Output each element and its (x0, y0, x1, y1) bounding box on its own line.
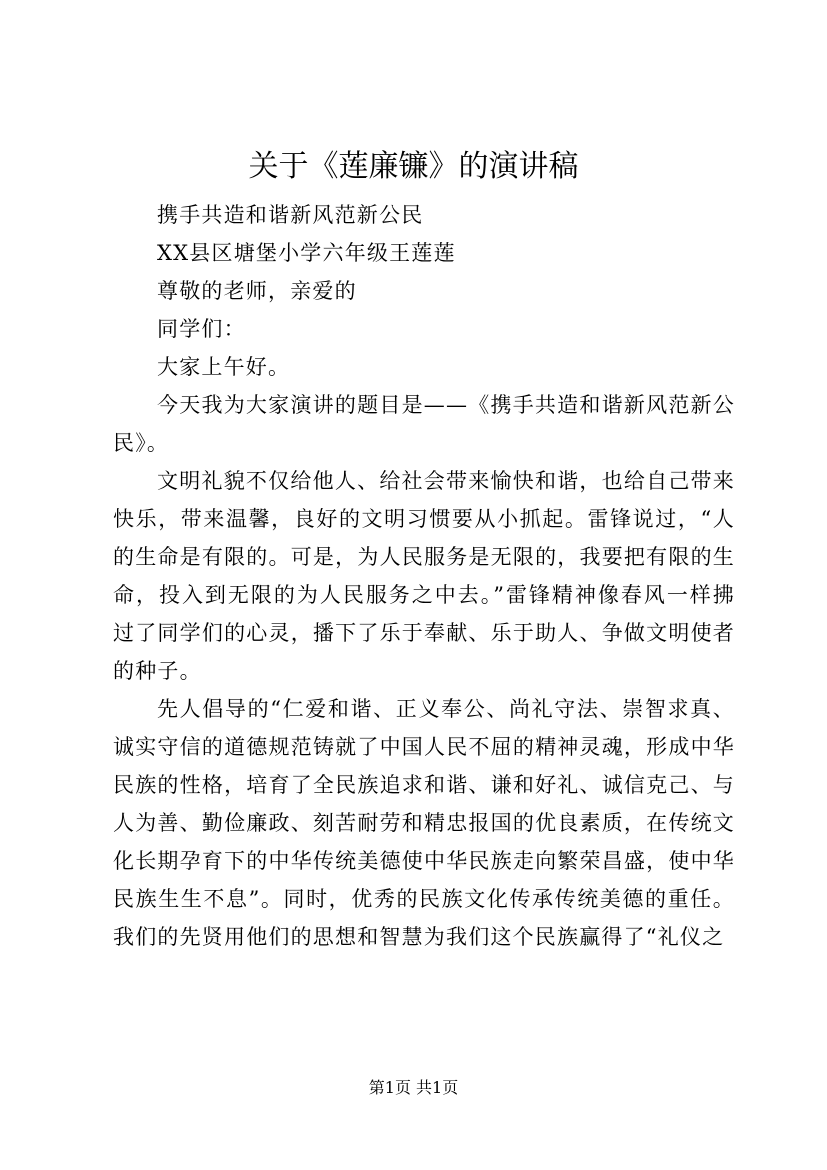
subtitle-line: 携手共造和谐新风范新公民 (157, 203, 424, 227)
greeting-line: 大家上午好。 (157, 355, 291, 379)
paragraph-2: 文明礼貌不仅给他人、给社会带来愉快和谐，也给自己带来快乐，带来温馨，良好的文明习惯要从小抓起。雷锋说过，“人的生命是有限的。可是，为人民服务是无限的，我要把有限的生命，投入到无限的为人民服务之中去。”雷锋精神像春风一样拂过了同学们的心灵，播下了乐于奉献、乐于助人、争做文明使者的种子。 (113, 469, 735, 683)
salutation-line-2: 同学们： (157, 317, 246, 341)
document-title: 关于《莲廉镰》的演讲稿 (248, 149, 579, 184)
paragraph-1: 今天我为大家演讲的题目是——《携手共造和谐新风范新公民》。 (113, 393, 735, 455)
author-line: XX县区塘堡小学六年级王莲莲 (157, 241, 456, 265)
document-body (113, 196, 735, 956)
paragraph-3: 先人倡导的“仁爱和谐、正义奉公、尚礼守法、崇智求真、诚实守信的道德规范铸就了中国人民不屈的精神灵魂，形成中华民族的性格，培育了全民族追求和谐、谦和好礼、诚信克己、与人为善、勤俭廉政、刻苦耐劳和精忠报国的优良素质，在传统文化长期孕育下的中华传统美德使中华民族走向繁荣昌盛，使中华民族生生不息”。同时，优秀的民族文化传承传统美德的重任。我们的先贤用他们的思想和智慧为我们这个民族赢得了“礼仪之 (113, 697, 735, 949)
page-footer: 第1页 共1页 (368, 1078, 459, 1097)
salutation-line: 尊敬的老师，亲爱的 (157, 279, 357, 303)
